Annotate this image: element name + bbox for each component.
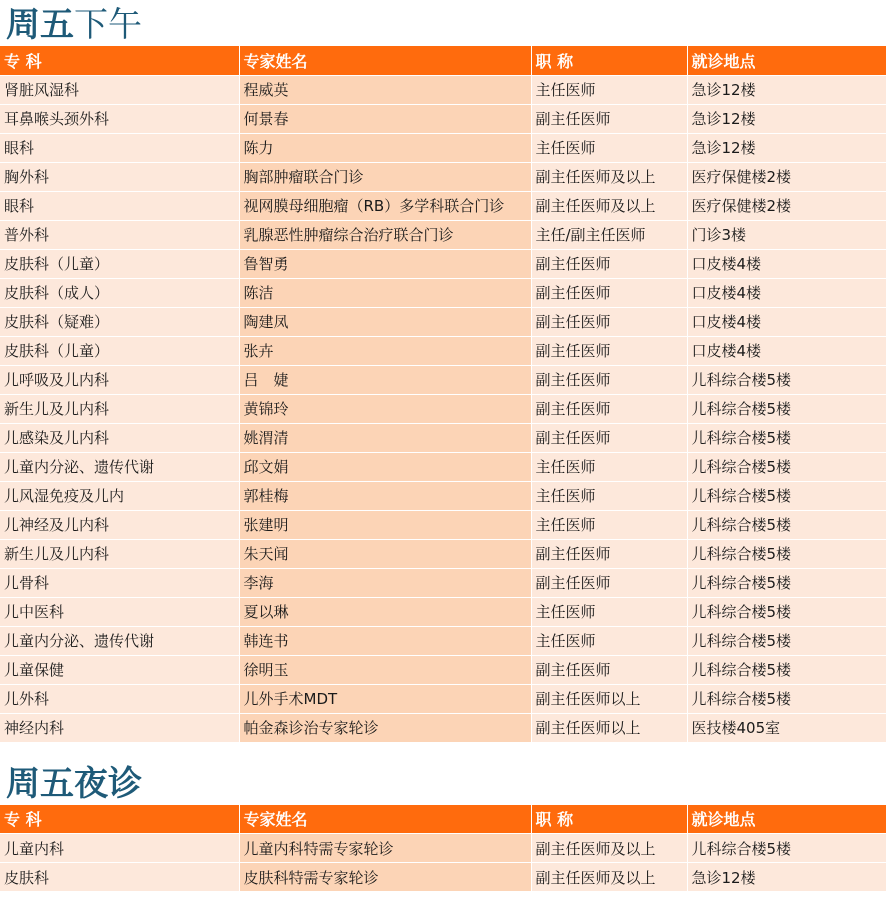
cell-title: 副主任医师 bbox=[531, 336, 687, 365]
cell-expert-name: 朱天闻 bbox=[239, 539, 531, 568]
header-title: 职 称 bbox=[531, 805, 687, 834]
cell-location: 儿科综合楼5楼 bbox=[687, 568, 886, 597]
cell-specialty: 儿神经及儿内科 bbox=[0, 510, 239, 539]
cell-specialty: 普外科 bbox=[0, 220, 239, 249]
cell-specialty: 新生儿及儿内科 bbox=[0, 539, 239, 568]
table-row bbox=[0, 249, 886, 278]
cell-expert-name: 陈力 bbox=[239, 133, 531, 162]
table-row bbox=[0, 278, 886, 307]
table-row bbox=[0, 510, 886, 539]
cell-specialty: 儿童内分泌、遗传代谢 bbox=[0, 626, 239, 655]
cell-location: 儿科综合楼5楼 bbox=[687, 394, 886, 423]
cell-expert-name: 陈洁 bbox=[239, 278, 531, 307]
cell-location: 医疗保健楼2楼 bbox=[687, 162, 886, 191]
cell-expert-name: 何景春 bbox=[239, 104, 531, 133]
cell-specialty: 眼科 bbox=[0, 191, 239, 220]
cell-expert-name: 张卉 bbox=[239, 336, 531, 365]
table-row bbox=[0, 423, 886, 452]
cell-title: 主任医师 bbox=[531, 626, 687, 655]
cell-specialty: 耳鼻喉头颈外科 bbox=[0, 104, 239, 133]
cell-specialty: 眼科 bbox=[0, 133, 239, 162]
cell-specialty: 新生儿及儿内科 bbox=[0, 394, 239, 423]
cell-title: 副主任医师以上 bbox=[531, 713, 687, 742]
cell-specialty: 皮肤科（疑难） bbox=[0, 307, 239, 336]
cell-location: 儿科综合楼5楼 bbox=[687, 626, 886, 655]
header-specialty: 专 科 bbox=[0, 805, 239, 834]
schedule-table-afternoon bbox=[0, 46, 886, 743]
cell-title: 副主任医师 bbox=[531, 307, 687, 336]
table-row bbox=[0, 655, 886, 684]
cell-location: 口皮楼4楼 bbox=[687, 307, 886, 336]
cell-expert-name: 胸部肿瘤联合门诊 bbox=[239, 162, 531, 191]
cell-title: 副主任医师及以上 bbox=[531, 162, 687, 191]
cell-expert-name: 儿外手术MDT bbox=[239, 684, 531, 713]
cell-location: 口皮楼4楼 bbox=[687, 336, 886, 365]
table-row bbox=[0, 365, 886, 394]
table-header-row bbox=[0, 46, 886, 75]
cell-location: 医疗保健楼2楼 bbox=[687, 191, 886, 220]
cell-title: 副主任医师及以上 bbox=[531, 191, 687, 220]
cell-expert-name: 徐明玉 bbox=[239, 655, 531, 684]
cell-expert-name: 儿童内科特需专家轮诊 bbox=[239, 834, 531, 863]
table-row bbox=[0, 626, 886, 655]
cell-title: 副主任医师 bbox=[531, 539, 687, 568]
cell-title: 副主任医师以上 bbox=[531, 684, 687, 713]
cell-specialty: 皮肤科（儿童） bbox=[0, 249, 239, 278]
table-row bbox=[0, 75, 886, 104]
table-row bbox=[0, 133, 886, 162]
cell-title: 副主任医师 bbox=[531, 365, 687, 394]
section-title-friday-night bbox=[0, 759, 886, 805]
cell-specialty: 皮肤科（成人） bbox=[0, 278, 239, 307]
cell-specialty: 儿骨科 bbox=[0, 568, 239, 597]
cell-location: 儿科综合楼5楼 bbox=[687, 684, 886, 713]
cell-location: 儿科综合楼5楼 bbox=[687, 481, 886, 510]
header-location: 就诊地点 bbox=[687, 46, 886, 75]
cell-specialty: 儿童内分泌、遗传代谢 bbox=[0, 452, 239, 481]
table-row bbox=[0, 597, 886, 626]
section-spacer bbox=[0, 743, 886, 759]
table-row bbox=[0, 863, 886, 892]
cell-title: 主任/副主任医师 bbox=[531, 220, 687, 249]
cell-location: 儿科综合楼5楼 bbox=[687, 597, 886, 626]
cell-expert-name: 鲁智勇 bbox=[239, 249, 531, 278]
section-title-friday-afternoon bbox=[0, 0, 886, 46]
cell-location: 急诊12楼 bbox=[687, 75, 886, 104]
table-row bbox=[0, 394, 886, 423]
cell-specialty: 儿童内科 bbox=[0, 834, 239, 863]
header-title: 职 称 bbox=[531, 46, 687, 75]
cell-title: 副主任医师 bbox=[531, 423, 687, 452]
cell-specialty: 皮肤科 bbox=[0, 863, 239, 892]
table-header-row bbox=[0, 805, 886, 834]
cell-title: 副主任医师 bbox=[531, 104, 687, 133]
cell-location: 门诊3楼 bbox=[687, 220, 886, 249]
header-location: 就诊地点 bbox=[687, 805, 886, 834]
table-row bbox=[0, 307, 886, 336]
cell-expert-name: 程威英 bbox=[239, 75, 531, 104]
cell-title: 副主任医师 bbox=[531, 655, 687, 684]
header-expert-name: 专家姓名 bbox=[239, 46, 531, 75]
cell-specialty: 儿呼吸及儿内科 bbox=[0, 365, 239, 394]
cell-specialty: 儿风湿免疫及儿内 bbox=[0, 481, 239, 510]
cell-title: 副主任医师 bbox=[531, 249, 687, 278]
cell-location: 儿科综合楼5楼 bbox=[687, 539, 886, 568]
cell-specialty: 胸外科 bbox=[0, 162, 239, 191]
cell-specialty: 儿童保健 bbox=[0, 655, 239, 684]
section-title-strong: 周五夜诊 bbox=[6, 763, 142, 804]
header-expert-name: 专家姓名 bbox=[239, 805, 531, 834]
table-row bbox=[0, 684, 886, 713]
cell-expert-name: 夏以琳 bbox=[239, 597, 531, 626]
header-specialty: 专 科 bbox=[0, 46, 239, 75]
table-row bbox=[0, 336, 886, 365]
cell-expert-name: 韩连书 bbox=[239, 626, 531, 655]
cell-location: 儿科综合楼5楼 bbox=[687, 423, 886, 452]
cell-specialty: 儿感染及儿内科 bbox=[0, 423, 239, 452]
cell-specialty: 儿外科 bbox=[0, 684, 239, 713]
cell-location: 医技楼405室 bbox=[687, 713, 886, 742]
cell-location: 儿科综合楼5楼 bbox=[687, 365, 886, 394]
table-row bbox=[0, 539, 886, 568]
cell-title: 主任医师 bbox=[531, 510, 687, 539]
table-row bbox=[0, 452, 886, 481]
cell-location: 口皮楼4楼 bbox=[687, 278, 886, 307]
table-row bbox=[0, 834, 886, 863]
cell-specialty: 皮肤科（儿童） bbox=[0, 336, 239, 365]
cell-title: 副主任医师 bbox=[531, 394, 687, 423]
cell-expert-name: 邱文娟 bbox=[239, 452, 531, 481]
cell-title: 副主任医师 bbox=[531, 278, 687, 307]
cell-expert-name: 张建明 bbox=[239, 510, 531, 539]
cell-specialty: 肾脏风湿科 bbox=[0, 75, 239, 104]
cell-expert-name: 陶建凤 bbox=[239, 307, 531, 336]
cell-title: 主任医师 bbox=[531, 133, 687, 162]
cell-location: 急诊12楼 bbox=[687, 133, 886, 162]
cell-location: 儿科综合楼5楼 bbox=[687, 655, 886, 684]
table-row bbox=[0, 104, 886, 133]
table-row bbox=[0, 481, 886, 510]
section-title-rest: 下午 bbox=[74, 5, 142, 45]
cell-expert-name: 郭桂梅 bbox=[239, 481, 531, 510]
table-row bbox=[0, 191, 886, 220]
cell-location: 口皮楼4楼 bbox=[687, 249, 886, 278]
cell-location: 儿科综合楼5楼 bbox=[687, 834, 886, 863]
cell-expert-name: 视网膜母细胞瘤（RB）多学科联合门诊 bbox=[239, 191, 531, 220]
cell-expert-name: 帕金森诊治专家轮诊 bbox=[239, 713, 531, 742]
cell-location: 儿科综合楼5楼 bbox=[687, 452, 886, 481]
cell-location: 急诊12楼 bbox=[687, 104, 886, 133]
cell-title: 副主任医师 bbox=[531, 568, 687, 597]
table-row bbox=[0, 162, 886, 191]
cell-title: 主任医师 bbox=[531, 452, 687, 481]
cell-expert-name: 姚渭清 bbox=[239, 423, 531, 452]
cell-expert-name: 乳腺恶性肿瘤综合治疗联合门诊 bbox=[239, 220, 531, 249]
cell-title: 主任医师 bbox=[531, 597, 687, 626]
section-title-strong: 周五 bbox=[6, 5, 74, 45]
cell-expert-name: 李海 bbox=[239, 568, 531, 597]
cell-specialty: 神经内科 bbox=[0, 713, 239, 742]
schedule-table-night bbox=[0, 805, 886, 893]
table-row bbox=[0, 568, 886, 597]
cell-specialty: 儿中医科 bbox=[0, 597, 239, 626]
cell-expert-name: 皮肤科特需专家轮诊 bbox=[239, 863, 531, 892]
table-row bbox=[0, 220, 886, 249]
cell-location: 儿科综合楼5楼 bbox=[687, 510, 886, 539]
cell-title: 主任医师 bbox=[531, 75, 687, 104]
cell-expert-name: 黄锦玲 bbox=[239, 394, 531, 423]
cell-title: 副主任医师及以上 bbox=[531, 834, 687, 863]
cell-expert-name: 吕 婕 bbox=[239, 365, 531, 394]
cell-location: 急诊12楼 bbox=[687, 863, 886, 892]
cell-title: 主任医师 bbox=[531, 481, 687, 510]
table-row bbox=[0, 713, 886, 742]
cell-title: 副主任医师及以上 bbox=[531, 863, 687, 892]
